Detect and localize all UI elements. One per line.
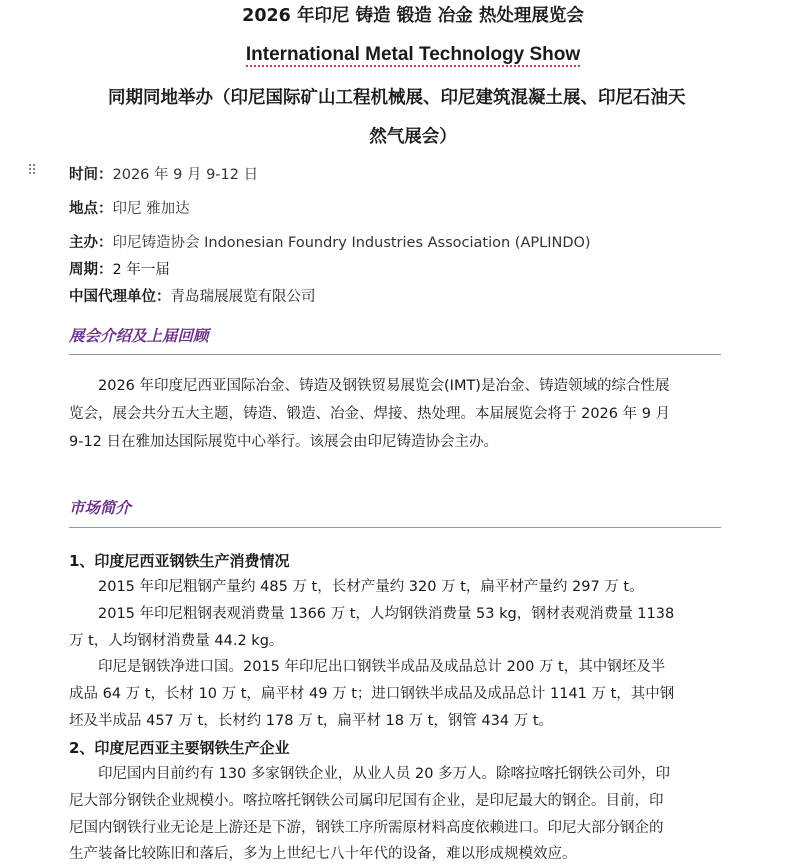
section-heading-intro: 展会介绍及上届回顾: [69, 327, 209, 345]
host-value: 印尼铸造协会 Indonesian Foundry Industries Association (APLINDO): [112, 235, 591, 251]
paragraph-line: 坯及半成品 457 万 t，长材约 178 万 t，扁平材 18 万 t，钢管 434 万 t。: [69, 712, 554, 729]
paragraph-line: 览会，展会共分五大主题，铸造、锻造、冶金、焊接、热处理。本届展览会将于 2026 年 9 月: [69, 406, 671, 422]
agent-value: 青岛瑞展展览有限公司: [170, 289, 316, 305]
concurrent-shows-line1: 同期同地举办（印尼国际矿山工程机械展、印尼建筑混凝土展、印尼石油天: [108, 88, 686, 108]
time-value: 2026 年 9 月 9-12 日: [112, 167, 259, 183]
info-agent: [69, 287, 316, 307]
info-time: [69, 165, 258, 185]
host-label: 主办：: [69, 235, 113, 251]
paragraph-line: 尼大部分钢铁企业规模小。喀拉喀托钢铁公司属印尼国有企业，是印尼最大的钢企。目前，印: [69, 792, 664, 809]
paragraph-line: 印尼国内目前约有 130 多家钢铁企业，从业人员 20 多万人。除喀拉喀托钢铁公司外，印: [69, 766, 671, 782]
english-title: [0, 43, 790, 67]
paragraph-line: 9-12 日在雅加达国际展览中心举行。该展会由印尼铸造协会主办。: [69, 434, 499, 450]
paragraph-line: 2015 年印尼粗钢产量约 485 万 t，长材产量约 320 万 t，扁平材产量约 297 万 t。: [69, 579, 644, 595]
drag-handle-icon[interactable]: ⠿: [27, 163, 37, 179]
paragraph-line: 2015 年印尼粗钢表观消费量 1366 万 t，人均钢铁消费量 53 kg，钢材表观消费量 1138: [69, 605, 675, 622]
paragraph-line: 成品 64 万 t，长材 10 万 t，扁平材 49 万 t；进口钢铁半成品及成品总计 1141 万 t，其中钢: [69, 686, 675, 703]
english-title-text: International Metal Technology Show: [245, 44, 581, 65]
place-label: 地点：: [69, 201, 113, 217]
place-value: 印尼 雅加达: [112, 201, 190, 217]
paragraph-line: 万 t，人均钢材消费量 44.2 kg。: [69, 632, 284, 649]
paragraph-line: 生产装备比较陈旧和落后，多为上世纪七八十年代的设备，难以形成规模效应。: [69, 846, 577, 863]
section-divider: [69, 354, 721, 355]
intro-paragraph: [69, 372, 721, 456]
section-heading-market: 市场简介: [69, 499, 132, 517]
agent-label: 中国代理单位：: [69, 289, 171, 305]
paragraph-line: 印尼是钢铁净进口国。2015 年印尼出口钢铁半成品及成品总计 200 万 t，其中钢坯及半: [69, 659, 666, 676]
info-place: [69, 199, 190, 219]
subheading-steel-consumption: 1、印度尼西亚钢铁生产消费情况: [69, 552, 290, 570]
cycle-value: 2 年一届: [112, 262, 170, 278]
section-divider: [69, 527, 721, 528]
steel-companies-text: [69, 761, 729, 868]
time-label: 时间：: [69, 167, 113, 183]
document-title: 2026 年印尼 铸造 锻造 冶金 热处理展览会: [242, 6, 584, 26]
info-cycle: [69, 260, 170, 280]
concurrent-shows-line2: 然气展会）: [369, 127, 457, 147]
cycle-label: 周期：: [69, 262, 113, 278]
info-host: [69, 233, 591, 253]
subheading-steel-companies: 2、印度尼西亚主要钢铁生产企业: [69, 739, 290, 757]
paragraph-line: 2026 年印度尼西亚国际冶金、铸造及钢铁贸易展览会(IMT)是冶金、铸造领域的综合性展: [69, 378, 670, 394]
steel-consumption-text: [69, 574, 729, 735]
paragraph-line: 尼国内钢铁行业无论是上游还是下游，钢铁工序所需原材料高度依赖进口。印尼大部分钢企的: [69, 819, 664, 836]
